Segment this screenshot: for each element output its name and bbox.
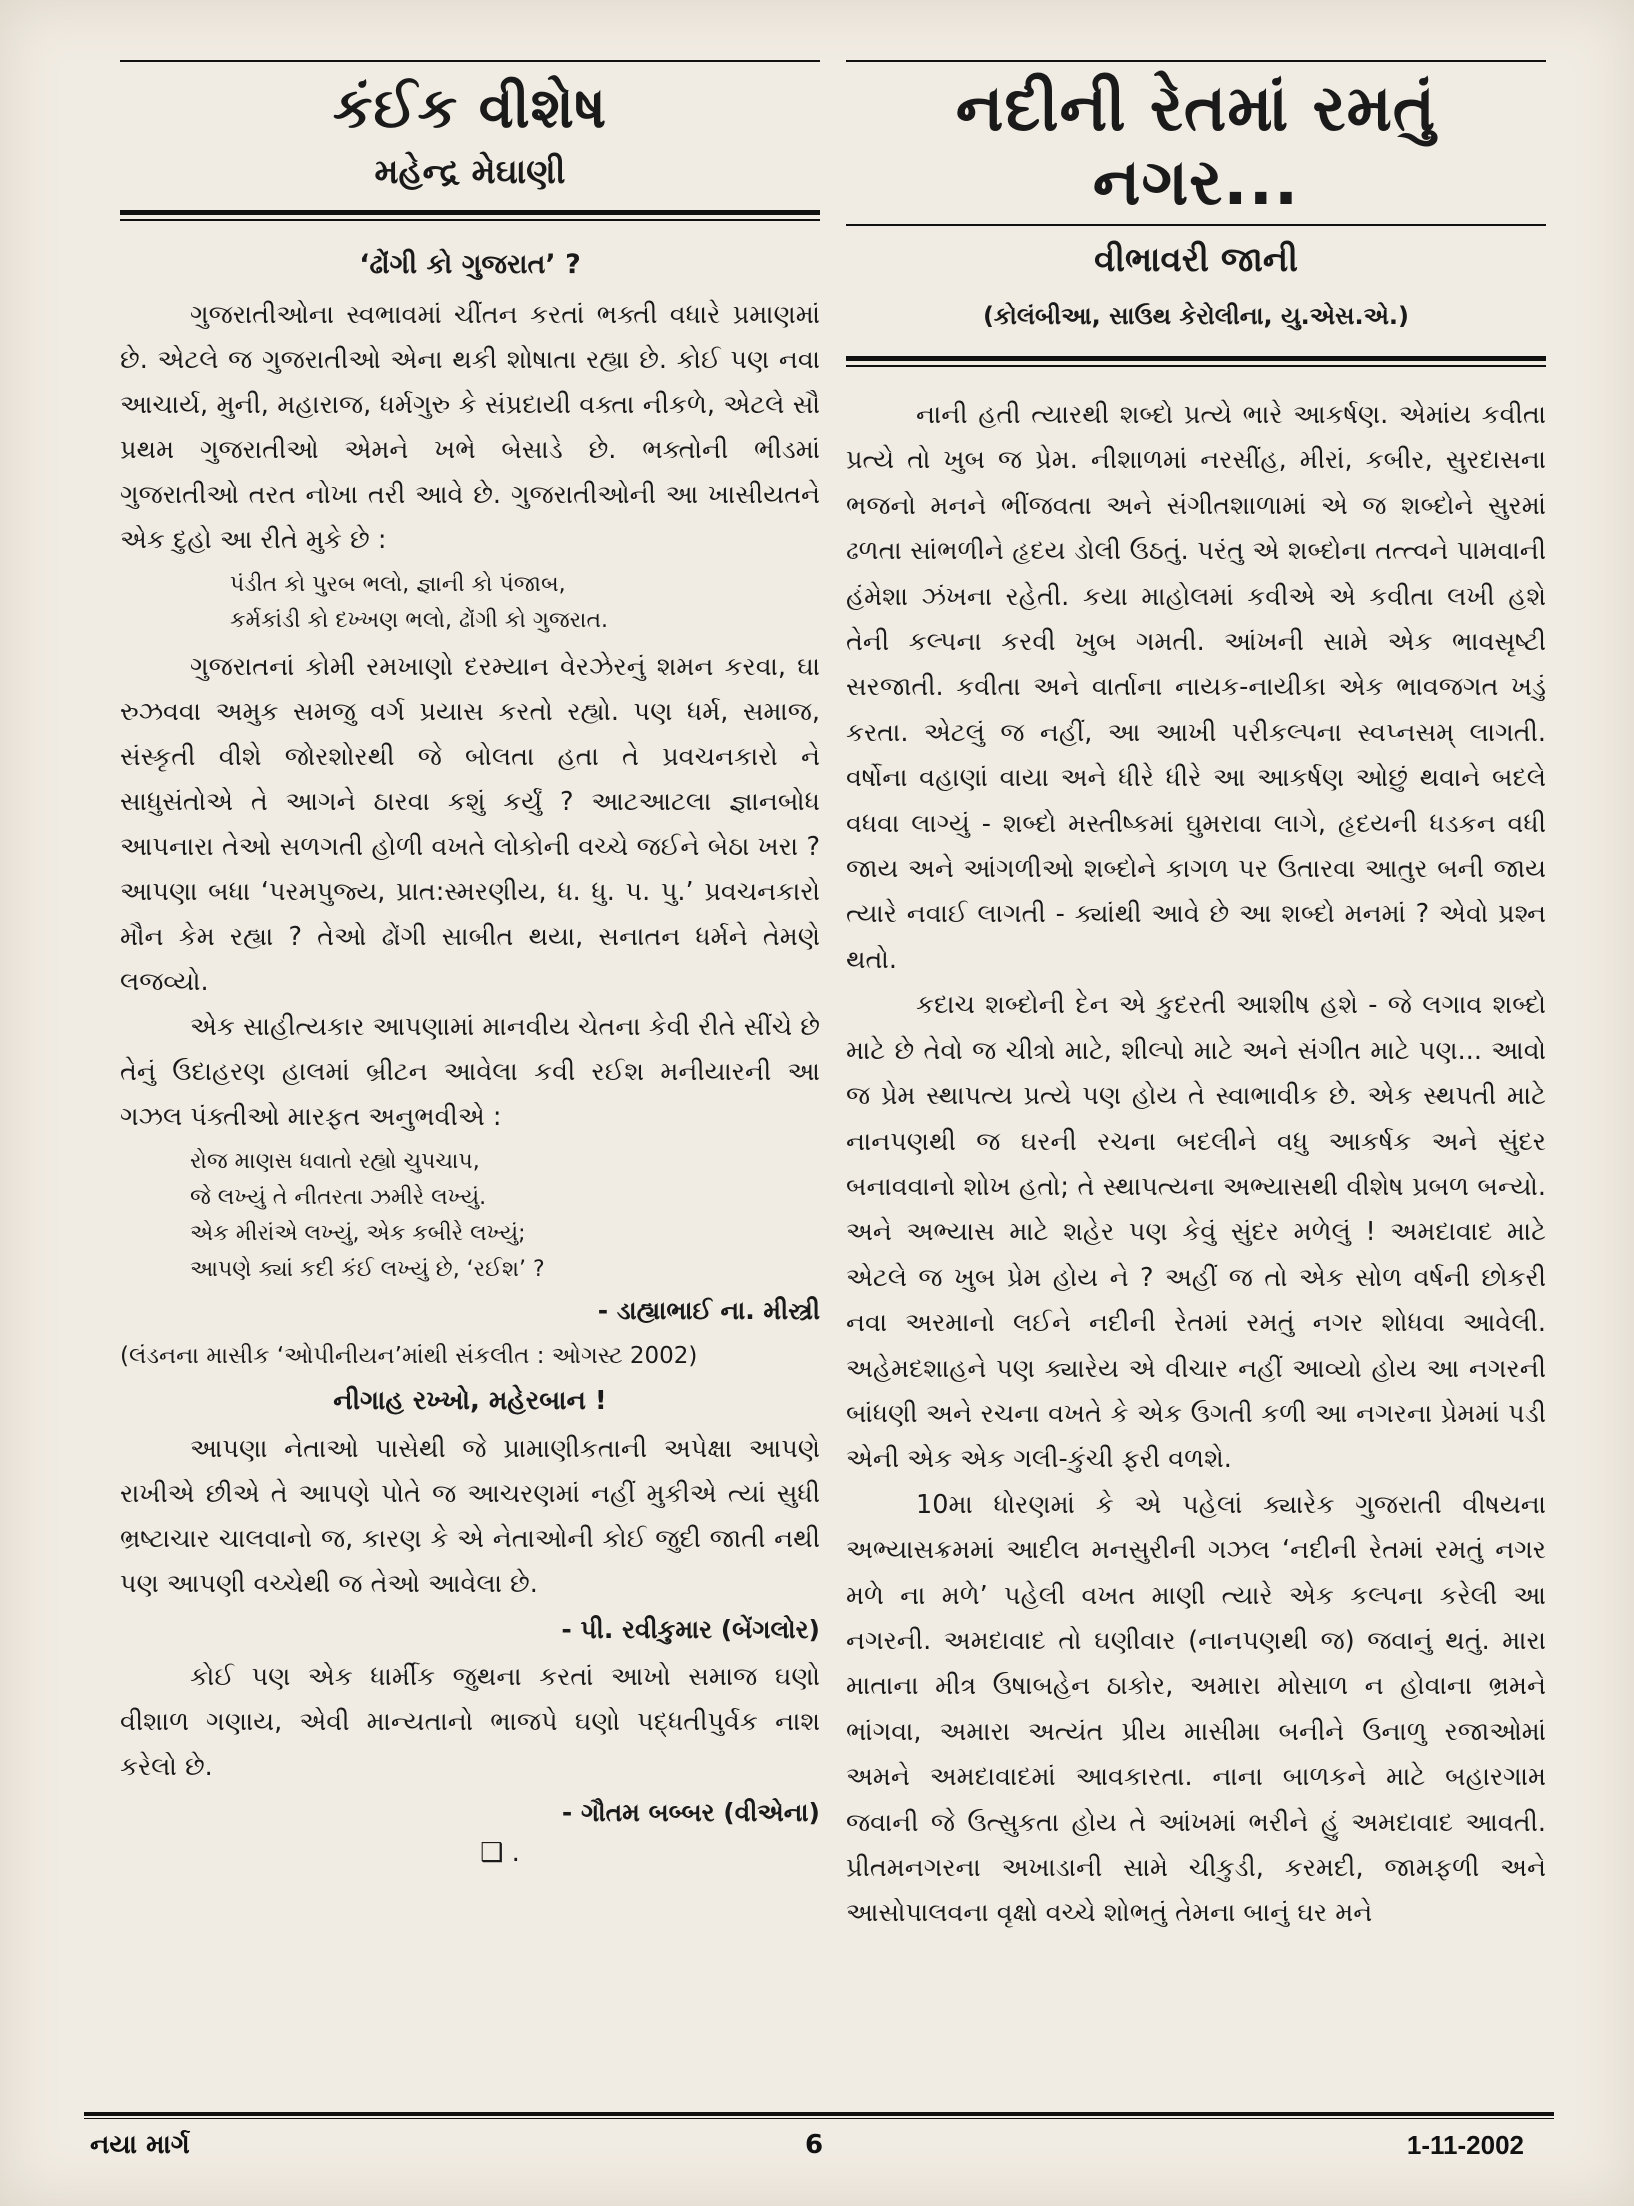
section1-paragraph-1: ગુજરાતીઓના સ્વભાવમાં ચીંતન કરતાં ભક્તી વધારે પ્રમાણમાં છે. એટલે જ ગુજરાતીઓ એના થકી શોષાતા રહ્યા છે. કોઈ પણ નવા આચાર્ય, મુની, મહારાજ, ધર્મગુરુ કે સંપ્રદાયી વક્તા નીકળે, એટલે સૌ પ્રથમ ગુજરાતીઓ એમને ખભે બેસાડે છે. ભક્તોની ભીડમાં ગુજરાતીઓ તરત નોખા તરી આવે છે. ગુજરાતીઓની આ ખાસીયતને એક દુહો આ રીતે મુકે છે : [120, 300, 820, 555]
page-number: 6 [805, 2130, 824, 2160]
footer-rule-thin [84, 2118, 1554, 2119]
section2-heading: નીગાહ રખ્ખો, મહેરબાન ! [333, 1386, 607, 1416]
verse-line: એક મીરાંએ લખ્યું, એક કબીરે લખ્યું; [190, 1221, 526, 1246]
magazine-name: નયા માર્ગ [90, 2130, 190, 2160]
verse-couplet [230, 567, 820, 639]
right-article-author: વીભાવરી જાની [1094, 240, 1298, 280]
verse-line: રોજ માણસ ધવાતો રહ્યો ચુપચાપ, [190, 1149, 480, 1174]
verse-line: આપણે ક્યાં કદી કંઈ લખ્યું છે, ‘રઈશ’ ? [190, 1257, 545, 1282]
source-note: (લંડનના માસીક ‘ઓપીનીયન’માંથી સંકલીત : ઓગસ્ટ 2002) [120, 1343, 698, 1369]
credit-ravikumar: - પી. રવીકુમાર (બેંગલોર) [561, 1615, 820, 1644]
left-article-title: કંઈક વીશેષ [332, 76, 608, 141]
end-of-article-mark: ❑ . [480, 1838, 520, 1868]
right-header-rule-thin [846, 365, 1546, 367]
right-article-title: નદીની રેતમાં રમતું નગર... [955, 72, 1437, 220]
section2-paragraph-2: કોઈ પણ એક ધાર્મીક જુથના કરતાં આખો સમાજ ઘણો વીશાળ ગણાય, એવી માન્યતાનો ભાજપે ઘણો પદ્ધતીપુર્વક નાશ કરેલો છે. [120, 1662, 820, 1782]
author-location: (કોલંબીઆ, સાઉથ કેરોલીના, યુ.એસ.એ.) [982, 302, 1410, 330]
left-header-rule [120, 210, 820, 215]
right-paragraph-3: 10મા ધોરણમાં કે એ પહેલાં ક્યારેક ગુજરાતી વીષયના અભ્યાસક્રમમાં આદીલ મનસુરીની ગઝલ ‘નદીની રેતમાં રમતું નગર મળે ના મળે’ પહેલી વખત માણી ત્યારે એક કલ્પના કરેલી આ નગરની. અમદાવાદ તો ઘણીવાર (નાનપણથી જ) જવાનું થતું. મારા માતાના મીત્ર ઉષાબહેન ઠાકોર, અમારા મોસાળ ન હોવાના ભ્રમને ભાંગવા, અમારા અત્યંત પ્રીય માસીમા બનીને ઉનાળુ રજાઓમાં અમને અમદાવાદમાં આવકારતા. નાના બાળકને માટે બહારગામ જવાની જે ઉત્સુકતા હોય તે આંખમાં ભરીને હું અમદાવાદ આવતી. પ્રીતમનગરના અખાડાની સામે ચીકુડી, કરમદી, જામફળી અને આસોપાલવના વૃક્ષો વચ્ચે શોભતું તેમના બાનું ઘર મને [846, 1489, 1546, 1929]
section1-paragraph-3: એક સાહીત્યકાર આપણામાં માનવીય ચેતના કેવી રીતે સીંચે છે તેનું ઉદાહરણ હાલમાં બ્રીટન આવેલા કવી રઈશ મનીયારની આ ગઝલ પંક્તીઓ મારફત અનુભવીએ : [120, 1012, 820, 1132]
right-title-rule [846, 224, 1546, 226]
left-column [120, 60, 820, 1868]
right-paragraph-1: નાની હતી ત્યારથી શબ્દો પ્રત્યે ભારે આકર્ષણ. એમાંય કવીતા પ્રત્યે તો ખુબ જ પ્રેમ. નીશાળમાં નરસીંહ, મીરાં, કબીર, સુરદાસના ભજનો મનને ભીંજવતા અને સંગીતશાળામાં એ જ શબ્દોને સુરમાં ઢળતા સાંભળીને હૃદય ડોલી ઉઠતું. પરંતુ એ શબ્દોના તત્ત્વને પામવાની હંમેશા ઝંખના રહેતી. કયા માહોલમાં કવીએ એ કવીતા લખી હશે તેની કલ્પના કરવી ખુબ ગમતી. આંખની સામે એક ભાવસૃષ્ટી સરજાતી. કવીતા અને વાર્તાના નાયક-નાયીકા એક ભાવજગત ખડું કરતા. એટલું જ નહીં, આ આખી પરીકલ્પના સ્વપ્નસમ્ લાગતી. વર્ષોના વહાણાં વાયા અને ધીરે ધીરે આ આકર્ષણ ઓછું થવાને બદલે વધવા લાગ્યું - શબ્દો મસ્તીષ્કમાં ઘુમરાવા લાગે, હૃદયની ધડકન વધી જાય અને આંગળીઓ શબ્દોને કાગળ પર ઉતારવા આતુર બની જાય ત્યારે નવાઈ લાગતી - ક્યાંથી આવે છે આ શબ્દો મનમાં ? એવો પ્રશ્ન થતો. [846, 400, 1546, 975]
section2-paragraph-1: આપણા નેતાઓ પાસેથી જે પ્રામાણીકતાની અપેક્ષા આપણે રાખીએ છીએ તે આપણે પોતે જ આચરણમાં નહીં મુકીએ ત્યાં સુધી ભ્રષ્ટાચાર ચાલવાનો જ, કારણ કે એ નેતાઓની કોઈ જુદી જાતી નથી પણ આપણી વચ્ચેથી જ તેઓ આવેલા છે. [120, 1434, 820, 1599]
verse-line: જે લખ્યું તે નીતરતા ઝમીરે લખ્યું. [190, 1185, 487, 1210]
right-header-rule [846, 356, 1546, 361]
section1-paragraph-2: ગુજરાતનાં કોમી રમખાણો દરમ્યાન વેરઝેરનું શમન કરવા, ઘા રુઝવવા અમુક સમજુ વર્ગ પ્રયાસ કરતો રહ્યો. પણ ધર્મ, સમાજ, સંસ્કૃતી વીશે જોરશોરથી જે બોલતા હતા તે પ્રવચનકારો ને સાધુસંતોએ તે આગને ઠારવા કશું કર્યું ? આટઆટલા જ્ઞાનબોધ આપનારા તેઓ સળગતી હોળી વખતે લોકોની વચ્ચે જઈને બેઠા ખરા ? આપણા બધા ‘પરમપુજ્ય, પ્રાત:સ્મરણીય, ધ. ધુ. પ. પુ.’ પ્રવચનકારો મૌન કેમ રહ્યા ? તેઓ ઢોંગી સાબીત થયા, સનાતન ધર્મને તેમણે લજવ્યો. [120, 652, 820, 997]
credit-dahyabhai: - ડાહ્યાભાઈ ના. મીસ્ત્રી [597, 1296, 820, 1325]
credit-gautam: - ગૌતમ બબ્બર (વીએના) [561, 1798, 820, 1827]
footer-rule [84, 2112, 1554, 2116]
verse-line: પંડીત કો પુરબ ભલો, જ્ઞાની કો પંજાબ, [230, 572, 566, 597]
right-paragraph-2: કદાચ શબ્દોની દેન એ કુદરતી આશીષ હશે - જે લગાવ શબ્દો માટે છે તેવો જ ચીત્રો માટે, શીલ્પો માટે અને સંગીત માટે પણ... આવો જ પ્રેમ સ્થાપત્ય પ્રત્યે પણ હોય તે સ્વાભાવીક છે. એક સ્થપતી માટે નાનપણથી જ ઘરની રચના બદલીને વધુ આકર્ષક અને સુંદર બનાવવાનો શોખ હતો; તે સ્થાપત્યના અભ્યાસથી વીશેષ પ્રબળ બન્યો. અને અભ્યાસ માટે શહેર પણ કેવું સુંદર મળેલું ! અમદાવાદ માટે એટલે જ ખુબ પ્રેમ હોય ને ? અહીં જ તો એક સોળ વર્ષની છોકરી નવા અરમાનો લઈને નદીની રેતમાં રમતું નગર શોધવા આવેલી. અહેમદશાહને પણ ક્યારેય એ વીચાર નહીં આવ્યો હોય આ નગરની બાંધણી અને રચના વખતે કે એક ઉગતી કળી આ નગરના પ્રેમમાં પડી એની એક એક ગલી-કુંચી ફરી વળશે. [846, 990, 1546, 1475]
section1-heading: ‘ઢોંગી કો ગુજરાત’ ? [359, 249, 581, 280]
verse-line: કર્મકાંડી કો દખ્ખણ ભલો, ઢોંગી કો ગુજરાત. [230, 608, 609, 633]
left-article-author: મહેન્દ્ર મેઘાણી [374, 152, 566, 192]
issue-date: 1-11-2002 [1406, 2130, 1524, 2160]
right-column [846, 60, 1546, 1937]
ghazal-lines [190, 1144, 820, 1288]
left-header-rule-thin [120, 219, 820, 221]
